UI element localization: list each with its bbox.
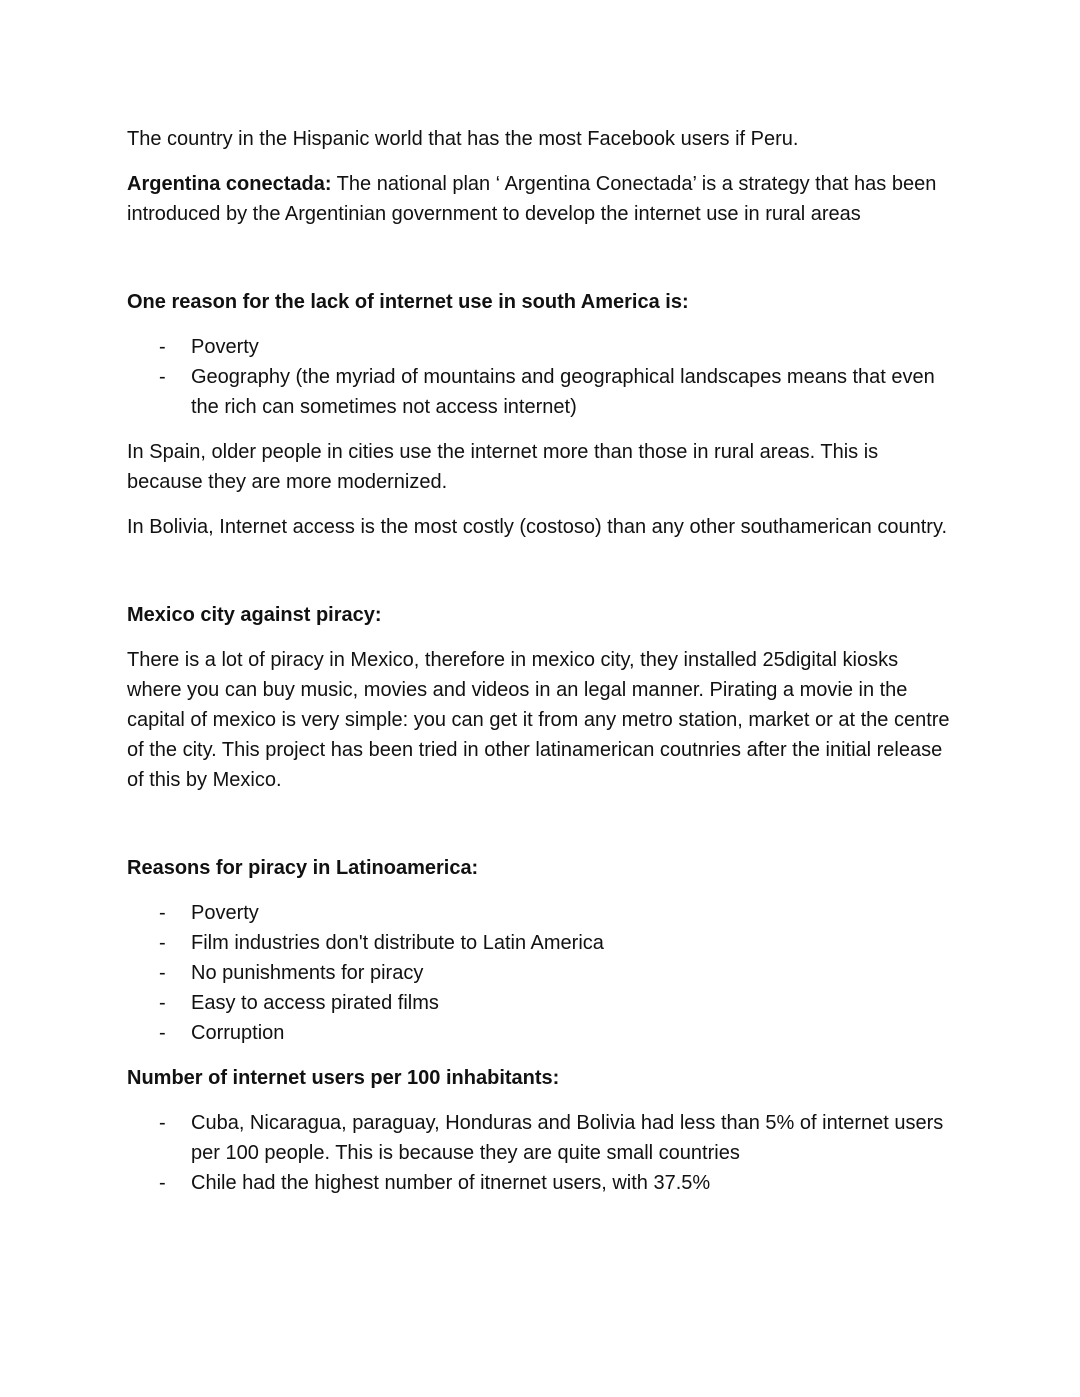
bolivia-paragraph: In Bolivia, Internet access is the most costly (costoso) than any other southamerican country.	[127, 516, 948, 538]
list-item-text: Cuba, Nicaragua, paraguay, Honduras and Bolivia had less than 5% of internet users per 100 people. This is because they are quite small countries	[191, 1112, 944, 1164]
list-item	[127, 1018, 957, 1048]
list-item-text: Easy to access pirated films	[191, 992, 439, 1014]
list-item	[127, 332, 957, 362]
bullet-dash: -	[159, 932, 166, 954]
piracy-reasons-heading: Reasons for piracy in Latinoamerica:	[127, 857, 479, 879]
list-item-text: Poverty	[191, 336, 259, 358]
bullet-dash: -	[159, 366, 166, 388]
bullet-dash: -	[159, 336, 166, 358]
list-item-text: Corruption	[191, 1022, 285, 1044]
bullet-dash: -	[159, 1022, 166, 1044]
list-item	[127, 988, 957, 1018]
internet-users-heading: Number of internet users per 100 inhabitants:	[127, 1067, 560, 1089]
list-item	[127, 958, 957, 988]
list-item	[127, 1108, 957, 1168]
bullet-dash: -	[159, 1172, 166, 1194]
argentina-paragraph	[127, 169, 957, 229]
list-item	[127, 1168, 957, 1198]
internet-users-list	[127, 1108, 957, 1198]
lack-internet-list	[127, 332, 957, 422]
bullet-dash: -	[159, 962, 166, 984]
lack-internet-heading: One reason for the lack of internet use in south America is:	[127, 291, 689, 313]
bullet-dash: -	[159, 902, 166, 924]
argentina-label: Argentina conectada:	[127, 173, 332, 195]
bullet-dash: -	[159, 1112, 166, 1134]
list-item	[127, 928, 957, 958]
list-item-text: Chile had the highest number of itnernet users, with 37.5%	[191, 1172, 711, 1194]
spain-paragraph: In Spain, older people in cities use the internet more than those in rural areas. This is because they are more modernized.	[127, 441, 879, 493]
list-item-text: No punishments for piracy	[191, 962, 424, 984]
list-item	[127, 898, 957, 928]
piracy-reasons-list	[127, 898, 957, 1048]
list-item-text: Poverty	[191, 902, 259, 924]
mexico-heading: Mexico city against piracy:	[127, 604, 382, 626]
list-item-text: Geography (the myriad of mountains and geographical landscapes means that even the rich can sometimes not access internet)	[191, 366, 935, 418]
document-page	[127, 124, 957, 1198]
bullet-dash: -	[159, 992, 166, 1014]
list-item	[127, 362, 957, 422]
argentina-text: The national plan ‘ Argentina Conectada’ is a strategy that has been introduced by the Argentinian government to develop the internet use in rural areas	[127, 173, 937, 225]
list-item-text: Film industries don't distribute to Latin America	[191, 932, 604, 954]
mexico-paragraph: There is a lot of piracy in Mexico, therefore in mexico city, they installed 25digital kiosks where you can buy music, movies and videos in an legal manner. Pirating a movie in the capital of mexico is very simple: you can get it from any metro station, market or at the centre of the city. This project has been tried in other latinamerican coutnries after the initial release of this by Mexico.	[127, 649, 950, 791]
intro-paragraph: The country in the Hispanic world that has the most Facebook users if Peru.	[127, 128, 799, 150]
